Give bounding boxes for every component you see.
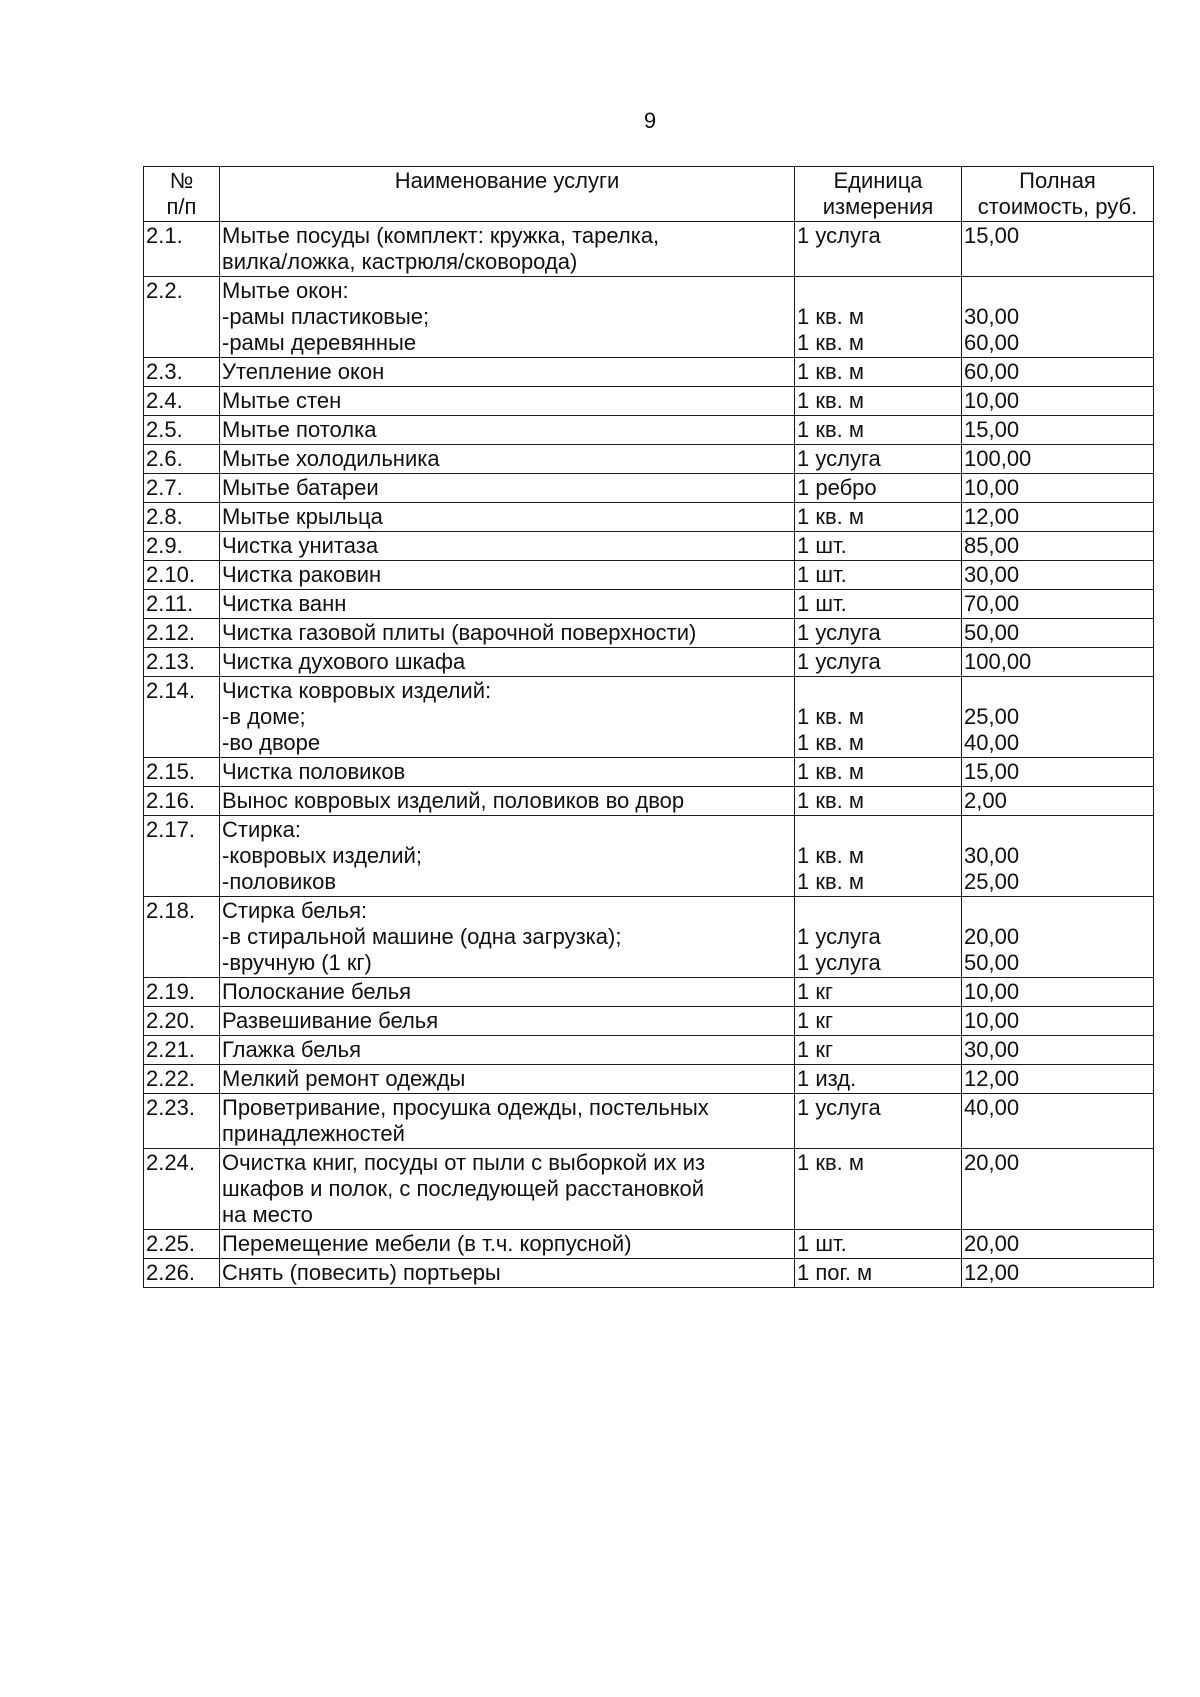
row-number: 2.6. — [144, 445, 220, 474]
row-number: 2.12. — [144, 619, 220, 648]
table-row — [144, 277, 1154, 358]
unit-of-measure-line — [797, 278, 959, 304]
full-cost — [962, 1230, 1154, 1259]
table-row — [144, 445, 1154, 474]
full-cost-line: 30,00 — [964, 1037, 1020, 1062]
full-cost — [962, 1065, 1154, 1094]
row-number: 2.26. — [144, 1259, 220, 1288]
service-name-line: -ковровых изделий; — [222, 843, 422, 868]
table-row — [144, 503, 1154, 532]
service-name-line: Чистка газовой плиты (варочной поверхности) — [222, 620, 697, 645]
unit-of-measure — [795, 1007, 962, 1036]
service-name — [220, 561, 795, 590]
full-cost — [962, 503, 1154, 532]
unit-of-measure — [795, 561, 962, 590]
table-row — [144, 816, 1154, 897]
unit-of-measure-line: 1 кв. м — [797, 417, 865, 442]
row-number: 2.11. — [144, 590, 220, 619]
service-name — [220, 503, 795, 532]
service-name — [220, 532, 795, 561]
service-name-line: Мытье крыльца — [222, 504, 383, 529]
service-name — [220, 619, 795, 648]
row-number: 2.22. — [144, 1065, 220, 1094]
table-row — [144, 222, 1154, 277]
unit-of-measure-line: 1 кв. м — [797, 704, 865, 729]
full-cost-line: 50,00 — [964, 620, 1020, 645]
row-number: 2.7. — [144, 474, 220, 503]
service-name — [220, 277, 795, 358]
table-row — [144, 358, 1154, 387]
row-number: 2.10. — [144, 561, 220, 590]
unit-of-measure-line: 1 кв. м — [797, 730, 865, 755]
unit-of-measure — [795, 277, 962, 358]
unit-of-measure-line: 1 пог. м — [797, 1260, 873, 1285]
full-cost — [962, 1036, 1154, 1065]
full-cost-line: 12,00 — [964, 1260, 1020, 1285]
table-row — [144, 1259, 1154, 1288]
service-name — [220, 978, 795, 1007]
service-name — [220, 387, 795, 416]
page-number: 9 — [643, 108, 657, 133]
service-name-line: Стирка: — [222, 817, 301, 842]
unit-of-measure-line: 1 услуга — [797, 924, 881, 949]
service-name-line: Мытье посуды (комплект: кружка, тарелка, — [222, 223, 660, 248]
full-cost-line: 30,00 — [964, 843, 1020, 868]
unit-of-measure-line: 1 кв. м — [797, 504, 865, 529]
full-cost-line: 10,00 — [964, 979, 1020, 1004]
row-number: 2.8. — [144, 503, 220, 532]
full-cost-line: 15,00 — [964, 759, 1020, 784]
service-name-line: Мытье батареи — [222, 475, 379, 500]
full-cost-line — [964, 278, 1151, 304]
table-row — [144, 1065, 1154, 1094]
full-cost — [962, 1259, 1154, 1288]
full-cost-line: 30,00 — [964, 304, 1020, 329]
service-name-line: Мытье окон: — [222, 278, 349, 303]
unit-of-measure — [795, 1230, 962, 1259]
full-cost-line: 30,00 — [964, 562, 1020, 587]
full-cost — [962, 358, 1154, 387]
service-name-line: Перемещение мебели (в т.ч. корпусной) — [222, 1231, 632, 1256]
service-name-line: Чистка раковин — [222, 562, 382, 587]
unit-of-measure-line: 1 шт. — [797, 1231, 847, 1256]
row-number: 2.3. — [144, 358, 220, 387]
full-cost — [962, 1149, 1154, 1230]
service-name — [220, 1007, 795, 1036]
unit-of-measure — [795, 897, 962, 978]
full-cost-line — [964, 898, 1151, 924]
unit-of-measure — [795, 387, 962, 416]
row-number: 2.13. — [144, 648, 220, 677]
service-name-line: -рамы пластиковые; — [222, 304, 430, 329]
full-cost — [962, 1007, 1154, 1036]
unit-of-measure — [795, 758, 962, 787]
full-cost-line: 60,00 — [964, 330, 1020, 355]
unit-of-measure — [795, 1065, 962, 1094]
full-cost — [962, 416, 1154, 445]
full-cost — [962, 387, 1154, 416]
row-number: 2.18. — [144, 897, 220, 978]
unit-of-measure-line: 1 кв. м — [797, 869, 865, 894]
full-cost — [962, 277, 1154, 358]
row-number: 2.16. — [144, 787, 220, 816]
table-body — [144, 222, 1154, 1288]
full-cost-line: 12,00 — [964, 504, 1020, 529]
unit-of-measure — [795, 532, 962, 561]
service-name — [220, 445, 795, 474]
service-name-line: Глажка белья — [222, 1037, 361, 1062]
full-cost — [962, 677, 1154, 758]
service-name — [220, 897, 795, 978]
service-name — [220, 1094, 795, 1149]
full-cost — [962, 445, 1154, 474]
price-table — [143, 166, 1154, 1288]
full-cost — [962, 816, 1154, 897]
full-cost-line: 40,00 — [964, 1095, 1020, 1120]
row-number: 2.15. — [144, 758, 220, 787]
unit-of-measure — [795, 474, 962, 503]
unit-of-measure-line: 1 кв. м — [797, 759, 865, 784]
service-name — [220, 222, 795, 277]
full-cost-line: 20,00 — [964, 1150, 1020, 1175]
row-number: 2.5. — [144, 416, 220, 445]
unit-of-measure-line: 1 услуга — [797, 649, 881, 674]
unit-of-measure-line: 1 кв. м — [797, 388, 865, 413]
row-number: 2.1. — [144, 222, 220, 277]
table-row — [144, 1149, 1154, 1230]
unit-of-measure-line: 1 кв. м — [797, 359, 865, 384]
unit-of-measure — [795, 445, 962, 474]
table-row — [144, 387, 1154, 416]
full-cost-line: 10,00 — [964, 388, 1020, 413]
unit-of-measure-line: 1 услуга — [797, 223, 881, 248]
service-name-line: Очистка книг, посуды от пыли с выборкой их из — [222, 1150, 706, 1175]
unit-of-measure-line: 1 кг — [797, 1037, 833, 1062]
unit-of-measure — [795, 416, 962, 445]
service-name-line: Чистка духового шкафа — [222, 649, 466, 674]
service-name-line: Снять (повесить) портьеры — [222, 1260, 501, 1285]
unit-of-measure — [795, 1259, 962, 1288]
service-name-line: -половиков — [222, 869, 337, 894]
table-row — [144, 1230, 1154, 1259]
unit-of-measure — [795, 590, 962, 619]
row-number: 2.17. — [144, 816, 220, 897]
full-cost — [962, 787, 1154, 816]
header-cost: Полная стоимость, руб. — [962, 167, 1154, 222]
full-cost-line: 100,00 — [964, 446, 1032, 471]
full-cost-line: 20,00 — [964, 924, 1020, 949]
unit-of-measure-line: 1 шт. — [797, 533, 847, 558]
full-cost-line: 50,00 — [964, 950, 1020, 975]
row-number: 2.25. — [144, 1230, 220, 1259]
unit-of-measure-line — [797, 898, 959, 924]
unit-of-measure — [795, 677, 962, 758]
full-cost-line: 20,00 — [964, 1231, 1020, 1256]
row-number: 2.24. — [144, 1149, 220, 1230]
unit-of-measure-line: 1 кв. м — [797, 843, 865, 868]
table-row — [144, 1036, 1154, 1065]
service-name-line: -в стиральной машине (одна загрузка); — [222, 924, 622, 949]
service-name-line: Проветривание, просушка одежды, постельных — [222, 1095, 709, 1120]
service-name-line: Чистка ковровых изделий: — [222, 678, 492, 703]
service-name — [220, 474, 795, 503]
unit-of-measure-line: 1 услуга — [797, 950, 881, 975]
service-name-line: Чистка ванн — [222, 591, 347, 616]
table-row — [144, 561, 1154, 590]
service-name — [220, 1230, 795, 1259]
row-number: 2.20. — [144, 1007, 220, 1036]
service-name-line: Мытье стен — [222, 388, 342, 413]
service-name — [220, 787, 795, 816]
full-cost-line — [964, 678, 1151, 704]
unit-of-measure-line: 1 кв. м — [797, 304, 865, 329]
service-name-line: -рамы деревянные — [222, 330, 417, 355]
unit-of-measure-line — [797, 678, 959, 704]
full-cost-line: 10,00 — [964, 1008, 1020, 1033]
unit-of-measure-line: 1 услуга — [797, 1095, 881, 1120]
service-name — [220, 648, 795, 677]
full-cost-line: 25,00 — [964, 869, 1020, 894]
service-name — [220, 758, 795, 787]
service-name — [220, 816, 795, 897]
unit-of-measure-line: 1 кг — [797, 979, 833, 1004]
table-header-row — [144, 167, 1154, 222]
row-number: 2.14. — [144, 677, 220, 758]
service-name-line: Мытье холодильника — [222, 446, 440, 471]
unit-of-measure — [795, 1149, 962, 1230]
table-row — [144, 758, 1154, 787]
full-cost — [962, 758, 1154, 787]
service-name-line: Развешивание белья — [222, 1008, 439, 1033]
service-name — [220, 1065, 795, 1094]
unit-of-measure-line: 1 услуга — [797, 446, 881, 471]
full-cost — [962, 897, 1154, 978]
service-name-line: Чистка половиков — [222, 759, 406, 784]
unit-of-measure-line: 1 кв. м — [797, 1150, 865, 1175]
unit-of-measure-line: 1 кг — [797, 1008, 833, 1033]
unit-of-measure — [795, 648, 962, 677]
row-number: 2.19. — [144, 978, 220, 1007]
unit-of-measure-line: 1 кв. м — [797, 788, 865, 813]
unit-of-measure — [795, 1094, 962, 1149]
service-name-line: принадлежностей — [222, 1121, 405, 1146]
table-row — [144, 677, 1154, 758]
full-cost-line: 10,00 — [964, 475, 1020, 500]
service-name-line: -во дворе — [222, 730, 321, 755]
table-row — [144, 619, 1154, 648]
unit-of-measure-line: 1 шт. — [797, 591, 847, 616]
row-number: 2.2. — [144, 277, 220, 358]
table-row — [144, 532, 1154, 561]
service-name-line: шкафов и полок, с последующей расстановкой — [222, 1176, 705, 1201]
header-num: № п/п — [144, 167, 220, 222]
full-cost-line: 70,00 — [964, 591, 1020, 616]
full-cost — [962, 532, 1154, 561]
service-name — [220, 677, 795, 758]
service-name-line: -в доме; — [222, 704, 306, 729]
full-cost-line: 15,00 — [964, 223, 1020, 248]
full-cost-line: 2,00 — [964, 788, 1007, 813]
full-cost — [962, 590, 1154, 619]
service-name-line: Утепление окон — [222, 359, 385, 384]
table-row — [144, 648, 1154, 677]
full-cost-line: 60,00 — [964, 359, 1020, 384]
unit-of-measure — [795, 222, 962, 277]
full-cost-line: 100,00 — [964, 649, 1032, 674]
unit-of-measure-line: 1 изд. — [797, 1066, 857, 1091]
header-unit: Единица измерения — [795, 167, 962, 222]
full-cost — [962, 222, 1154, 277]
service-name — [220, 1036, 795, 1065]
unit-of-measure-line: 1 шт. — [797, 562, 847, 587]
row-number: 2.21. — [144, 1036, 220, 1065]
service-name-line: -вручную (1 кг) — [222, 950, 372, 975]
unit-of-measure-line — [797, 817, 959, 843]
table-row — [144, 787, 1154, 816]
full-cost-line — [964, 817, 1151, 843]
table-row — [144, 1094, 1154, 1149]
unit-of-measure-line: 1 ребро — [797, 475, 877, 500]
full-cost-line: 12,00 — [964, 1066, 1020, 1091]
service-name — [220, 416, 795, 445]
full-cost — [962, 561, 1154, 590]
full-cost — [962, 619, 1154, 648]
table-row — [144, 1007, 1154, 1036]
unit-of-measure — [795, 503, 962, 532]
full-cost-line: 40,00 — [964, 730, 1020, 755]
unit-of-measure — [795, 816, 962, 897]
service-name — [220, 358, 795, 387]
row-number: 2.23. — [144, 1094, 220, 1149]
table-row — [144, 897, 1154, 978]
unit-of-measure — [795, 619, 962, 648]
unit-of-measure-line: 1 услуга — [797, 620, 881, 645]
full-cost-line: 85,00 — [964, 533, 1020, 558]
header-name: Наименование услуги — [220, 167, 795, 222]
table-row — [144, 978, 1154, 1007]
full-cost — [962, 474, 1154, 503]
unit-of-measure — [795, 978, 962, 1007]
table-row — [144, 416, 1154, 445]
service-name-line: Мытье потолка — [222, 417, 377, 442]
service-name-line: вилка/ложка, кастрюля/сковорода) — [222, 249, 578, 274]
full-cost-line: 25,00 — [964, 704, 1020, 729]
full-cost — [962, 978, 1154, 1007]
full-cost — [962, 648, 1154, 677]
unit-of-measure-line: 1 кв. м — [797, 330, 865, 355]
unit-of-measure — [795, 358, 962, 387]
table-row — [144, 474, 1154, 503]
service-name-line: Вынос ковровых изделий, половиков во двор — [222, 788, 685, 813]
service-name-line: Полоскание белья — [222, 979, 412, 1004]
service-name-line: Стирка белья: — [222, 898, 368, 923]
unit-of-measure — [795, 787, 962, 816]
service-name-line: на место — [222, 1202, 313, 1227]
service-name — [220, 590, 795, 619]
table-row — [144, 590, 1154, 619]
full-cost — [962, 1094, 1154, 1149]
service-name — [220, 1259, 795, 1288]
full-cost-line: 15,00 — [964, 417, 1020, 442]
service-name-line: Мелкий ремонт одежды — [222, 1066, 466, 1091]
service-name — [220, 1149, 795, 1230]
unit-of-measure — [795, 1036, 962, 1065]
row-number: 2.4. — [144, 387, 220, 416]
row-number: 2.9. — [144, 532, 220, 561]
service-name-line: Чистка унитаза — [222, 533, 379, 558]
